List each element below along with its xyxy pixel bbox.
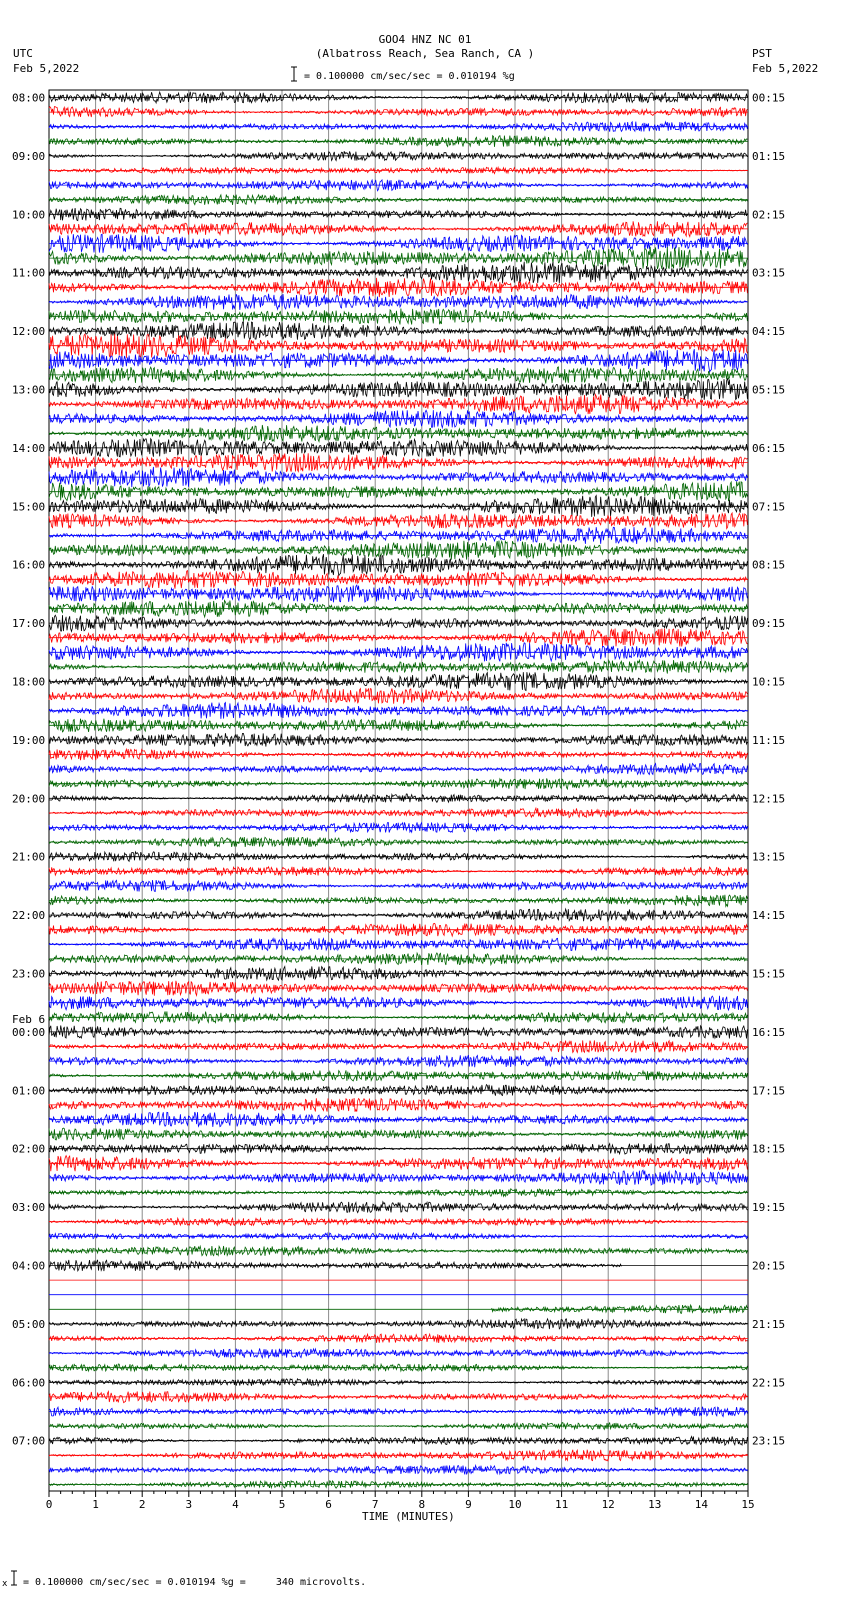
footer-prefix: x xyxy=(2,1579,8,1589)
x-tick-label: 11 xyxy=(554,1498,569,1511)
left-time-label: 02:00 xyxy=(12,1142,46,1156)
station-title: GOO4 HNZ NC 01 xyxy=(378,33,472,46)
right-time-label: 08:15 xyxy=(752,558,786,572)
right-time-label: 16:15 xyxy=(752,1025,786,1039)
left-time-label: 06:00 xyxy=(12,1376,46,1390)
left-date: Feb 5,2022 xyxy=(13,62,80,75)
x-tick-label: 4 xyxy=(232,1498,239,1511)
trace-row-33 xyxy=(49,571,747,589)
x-tick-label: 13 xyxy=(648,1498,662,1511)
left-time-label: 22:00 xyxy=(12,909,46,923)
left-time-label: 01:00 xyxy=(12,1084,46,1098)
left-time-label: 03:00 xyxy=(12,1201,46,1215)
x-axis-title: TIME (MINUTES) xyxy=(362,1510,455,1523)
trace-row-6 xyxy=(49,180,747,191)
time-axis xyxy=(46,1491,755,1511)
x-tick-label: 14 xyxy=(694,1498,709,1511)
left-time-label: 11:00 xyxy=(12,266,46,280)
left-time-label: 18:00 xyxy=(12,675,46,689)
x-tick-label: 10 xyxy=(508,1498,522,1511)
trace-row-73 xyxy=(49,1156,747,1172)
left-time-label: 05:00 xyxy=(12,1317,46,1331)
x-tick-label: 5 xyxy=(278,1498,286,1511)
left-time-label: 23:00 xyxy=(12,967,46,981)
left-timezone: UTC xyxy=(13,47,33,60)
right-time-label: 22:15 xyxy=(752,1376,786,1390)
right-time-label: 05:15 xyxy=(752,383,786,397)
x-tick-label: 12 xyxy=(601,1498,615,1511)
trace-row-63 xyxy=(49,1011,747,1023)
right-time-label: 10:15 xyxy=(752,675,786,689)
right-time-label: 19:15 xyxy=(752,1201,786,1215)
seismogram-traces xyxy=(49,92,748,1488)
x-tick-label: 1 xyxy=(92,1498,99,1511)
left-time-label: 08:00 xyxy=(12,91,46,105)
left-time-label: 14:00 xyxy=(12,441,46,455)
left-time-label: 00:00 xyxy=(12,1025,46,1039)
right-time-label: 13:15 xyxy=(752,850,786,864)
station-location: (Albatross Reach, Sea Ranch, CA ) xyxy=(315,47,535,60)
right-time-label: 17:15 xyxy=(752,1084,786,1098)
left-time-label: 13:00 xyxy=(12,383,46,397)
trace-row-28 xyxy=(49,496,747,517)
right-time-label: 12:15 xyxy=(752,792,786,806)
x-tick-label: 9 xyxy=(465,1498,472,1511)
x-tick-label: 0 xyxy=(45,1498,53,1511)
left-time-label: 15:00 xyxy=(12,500,46,514)
right-time-label: 03:15 xyxy=(752,266,786,280)
right-time-label: 07:15 xyxy=(752,500,786,514)
left-date-label: Feb 6 xyxy=(12,1012,46,1026)
left-time-label: 10:00 xyxy=(12,208,46,222)
trace-row-7 xyxy=(49,195,747,205)
x-tick-label: 7 xyxy=(371,1498,379,1511)
right-time-label: 11:15 xyxy=(752,733,786,747)
right-time-label: 21:15 xyxy=(752,1317,786,1331)
scale-text: = 0.100000 cm/sec/sec = 0.010194 %g xyxy=(304,71,515,82)
footer-scale-text: = 0.100000 cm/sec/sec = 0.010194 %g = 340 microvolts. xyxy=(23,1577,367,1588)
left-time-label: 21:00 xyxy=(12,850,46,864)
right-time-label: 02:15 xyxy=(752,208,786,222)
left-time-label: 07:00 xyxy=(12,1434,46,1448)
right-time-label: 00:15 xyxy=(752,91,786,105)
left-time-label: 12:00 xyxy=(12,325,46,339)
left-time-label: 19:00 xyxy=(12,733,46,747)
trace-row-40 xyxy=(49,672,747,690)
right-time-label: 20:15 xyxy=(752,1259,786,1273)
right-timezone: PST xyxy=(752,47,772,60)
right-time-label: 04:15 xyxy=(752,325,786,339)
footer-scale-bar-icon xyxy=(10,1570,18,1586)
right-time-label: 01:15 xyxy=(752,149,786,163)
x-tick-label: 6 xyxy=(325,1498,332,1511)
left-time-label: 16:00 xyxy=(12,558,46,572)
trace-row-1 xyxy=(49,107,747,118)
left-time-label: 20:00 xyxy=(12,792,46,806)
x-tick-label: 15 xyxy=(741,1498,755,1511)
trace-row-41 xyxy=(49,688,747,703)
right-time-label: 23:15 xyxy=(752,1434,786,1448)
x-tick-label: 2 xyxy=(138,1498,146,1511)
right-time-label: 14:15 xyxy=(752,909,786,923)
right-time-label: 18:15 xyxy=(752,1142,786,1156)
right-time-label: 15:15 xyxy=(752,967,786,981)
x-tick-label: 3 xyxy=(185,1498,193,1511)
trace-row-9 xyxy=(49,221,747,236)
left-time-label: 17:00 xyxy=(12,617,46,631)
trace-row-55 xyxy=(49,895,747,907)
trace-row-65 xyxy=(49,1040,747,1052)
x-tick-label: 8 xyxy=(418,1498,426,1511)
right-time-label: 09:15 xyxy=(752,617,786,631)
left-time-label: 09:00 xyxy=(12,149,46,163)
left-time-label: 04:00 xyxy=(12,1259,46,1273)
right-date: Feb 5,2022 xyxy=(752,62,819,75)
right-time-label: 06:15 xyxy=(752,441,786,455)
